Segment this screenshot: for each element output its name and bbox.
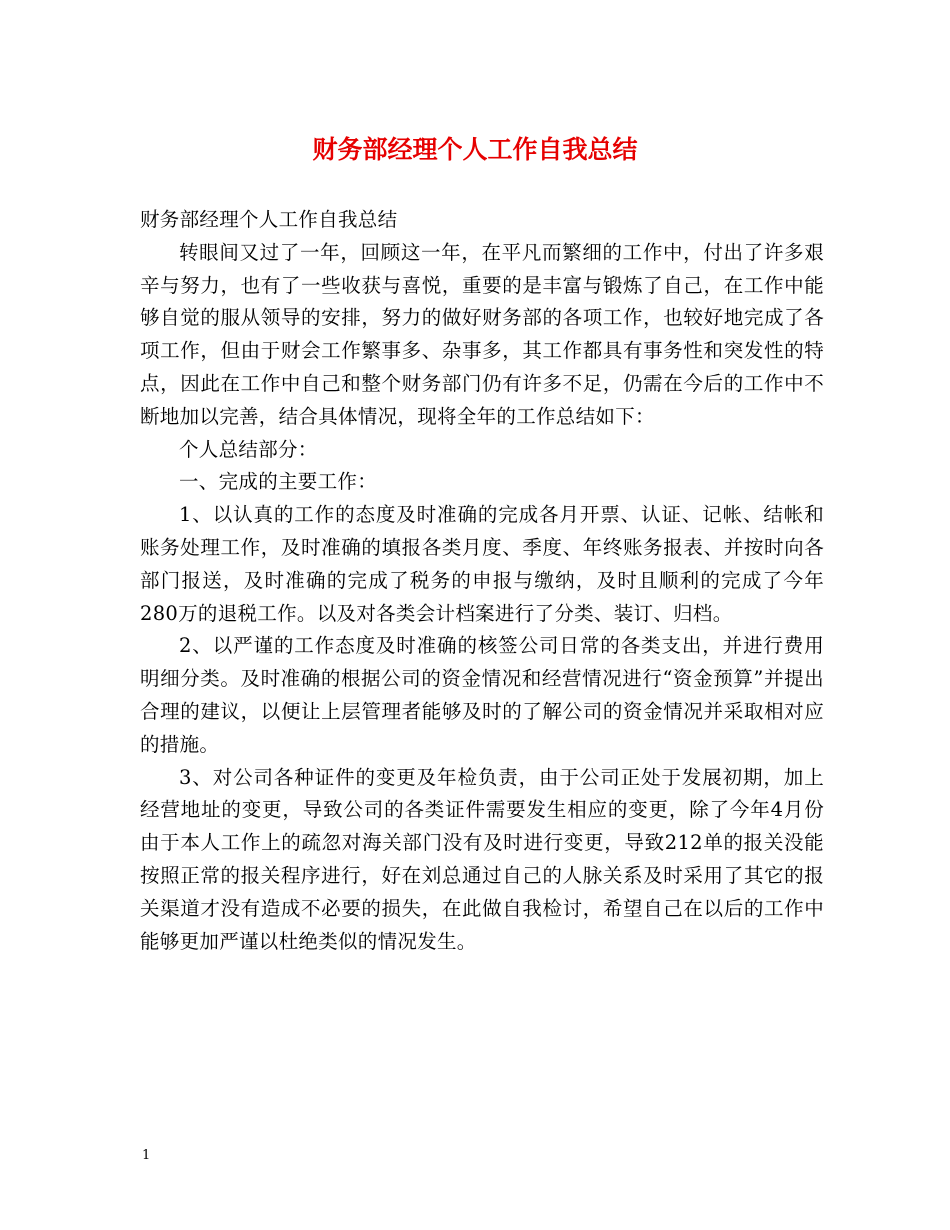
body-paragraph: 2、以严谨的工作态度及时准确的核签公司日常的各类支出，并进行费用明细分类。及时准确的根据公司的资金情况和经营情况进行“资金预算”并提出合理的建议，以便让上层管理者能够及时的了解公司的资金情况并采取相对应的措施。 <box>140 634 824 756</box>
page-number: 1 <box>142 1148 151 1163</box>
document-body <box>140 204 824 958</box>
body-paragraph: 1、以认真的工作的态度及时准确的完成各月开票、认证、记帐、结帐和账务处理工作，及时准确的填报各类月度、季度、年终账务报表、并按时向各部门报送，及时准确的完成了税务的申报与缴纳，及时且顺利的完成了今年280万的退税工作。以及对各类会计档案进行了分类、装订、归档。 <box>140 503 824 625</box>
body-paragraph: 财务部经理个人工作自我总结 <box>140 208 398 231</box>
body-paragraph: 3、对公司各种证件的变更及年检负责，由于公司正处于发展初期，加上经营地址的变更，导致公司的各类证件需要发生相应的变更，除了今年4月份由于本人工作上的疏忽对海关部门没有及时进行变更，导致212单的报关没能按照正常的报关程序进行，好在刘总通过自己的人脉关系及时采用了其它的报关渠道才没有造成不必要的损失，在此做自我检讨，希望自己在以后的工作中能够更加严谨以杜绝类似的情况发生。 <box>140 765 824 953</box>
section-heading: 个人总结部分： <box>179 437 318 461</box>
document-title: 财务部经理个人工作自我总结 <box>312 135 638 164</box>
body-paragraph: 转眼间又过了一年，回顾这一年，在平凡而繁细的工作中，付出了许多艰辛与努力，也有了一些收获与喜悦，重要的是丰富与锻炼了自己，在工作中能够自觉的服从领导的安排，努力的做好财务部的各项工作，也较好地完成了各项工作，但由于财会工作繁事多、杂事多，其工作都具有事务性和突发性的特点，因此在工作中自己和整个财务部门仍有许多不足，仍需在今后的工作中不断地加以完善，结合具体情况，现将全年的工作总结如下： <box>140 240 824 428</box>
section-heading: 一、完成的主要工作： <box>179 470 378 494</box>
